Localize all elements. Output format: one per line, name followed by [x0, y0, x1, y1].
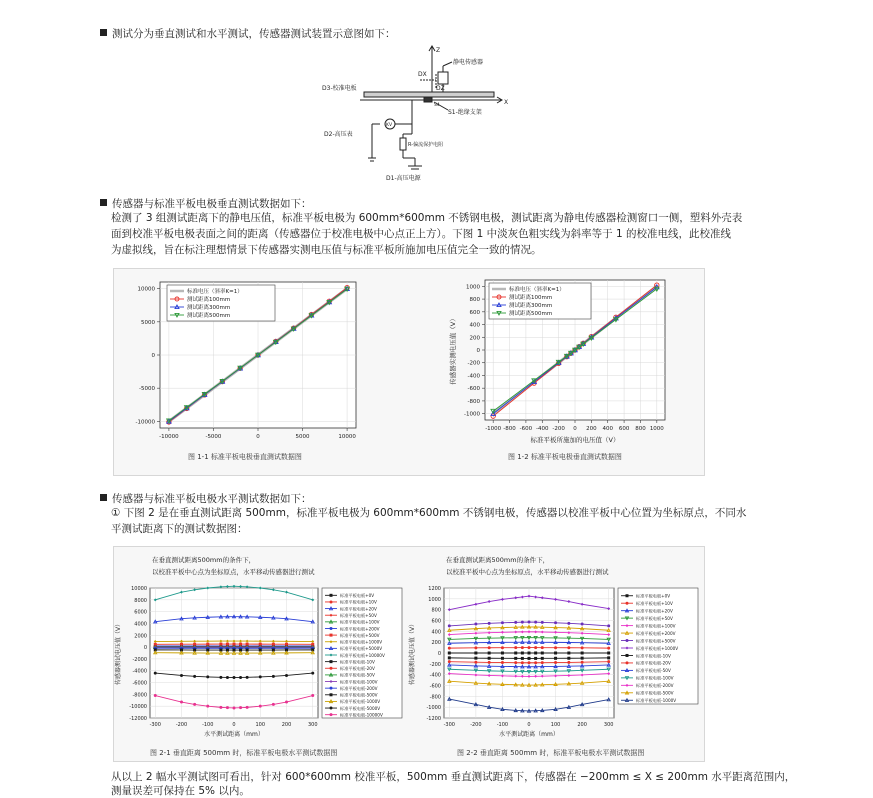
y-tick-label: -1000	[426, 705, 441, 712]
legend-label: 标准平板电板+50V	[340, 613, 377, 619]
data-point	[239, 706, 242, 709]
chart-title: 在垂直测试距离500mm的条件下，	[446, 556, 550, 564]
legend-label: 标准平板电板+100V	[340, 619, 380, 625]
legend-label: 标准平板电板+5000V	[340, 646, 383, 652]
data-point	[259, 705, 262, 708]
y-tick-label: -200	[429, 661, 441, 668]
legend-marker	[330, 667, 333, 670]
y-tick-label: -5000	[139, 386, 155, 393]
legend-label: 标准平板电板-500V	[636, 690, 674, 696]
y-tick-label: 0	[476, 348, 480, 354]
section-heading-2	[100, 196, 312, 211]
data-point	[541, 621, 544, 624]
data-point	[541, 652, 544, 655]
section-heading-1	[100, 26, 396, 41]
y-tick-label: -10000	[135, 419, 155, 426]
data-point	[554, 646, 557, 649]
legend-label: 标准平板电板-1000V	[636, 698, 677, 704]
paragraph-line: 平测试距离下的测试数据图：	[111, 523, 248, 535]
data-point	[311, 672, 314, 675]
y-axis-title: 传感器测试电压值（V）	[409, 620, 416, 686]
data-point	[246, 676, 249, 679]
legend-label: 标准平板电板-200V	[636, 683, 674, 689]
legend	[322, 588, 402, 718]
legend-label: 标准电压（斜率K=1）	[187, 289, 243, 295]
data-point	[534, 652, 537, 655]
chart-title: 在垂直测试距离500mm的条件下，	[152, 556, 256, 564]
x-tick-label: 400	[602, 426, 613, 432]
x-tick-label: -300	[149, 722, 161, 728]
legend-label: 标准平板电板-50V	[340, 672, 375, 678]
legend-label: 测试距离100mm	[509, 295, 553, 301]
legend-marker	[330, 693, 333, 696]
x-tick-label: -200	[175, 722, 188, 728]
data-point	[521, 661, 524, 664]
data-point	[607, 647, 610, 650]
legend-marker	[626, 639, 629, 642]
legend-label: 标准平板电板-20V	[340, 666, 375, 672]
y-tick-label: -800	[467, 398, 480, 405]
chart-fig2-2	[410, 550, 702, 745]
x-tick-label: 100	[255, 722, 266, 728]
legend-label: 标准平板电板+1000V	[636, 645, 679, 651]
x-tick-label: 300	[307, 722, 318, 728]
y-tick-label: 800	[469, 297, 480, 304]
section-heading-text: 传感器与标准平板电极垂直测试数据如下：	[112, 198, 312, 210]
x-tick-label: 200	[586, 426, 597, 432]
s4-label: S4	[434, 103, 440, 108]
y-tick-label: -200	[467, 360, 480, 367]
data-point	[239, 585, 242, 588]
section-heading-3	[100, 491, 312, 506]
data-point	[541, 661, 544, 664]
legend-label: 标准平板电板-50V	[636, 668, 671, 674]
data-point	[259, 675, 262, 678]
legend-label: 标准平板电板-10000V	[340, 712, 383, 718]
y-tick-label: 600	[431, 618, 441, 625]
data-point	[581, 652, 584, 655]
y-tick-label: 400	[469, 322, 480, 329]
y-tick-label: -6000	[132, 680, 147, 687]
y-tick-label: 0	[437, 651, 441, 657]
legend-label: 标准平板电板+10V	[340, 599, 377, 605]
data-point	[501, 657, 504, 660]
z-axis-label: Z	[436, 47, 441, 54]
legend-label: 标准平板电板+500V	[340, 632, 380, 638]
legend-label: 标准平板电板-5000V	[340, 705, 381, 711]
data-point	[272, 703, 275, 706]
data-point	[607, 652, 610, 655]
figure-caption: 图 1-1 标准平板电极垂直测试数据图	[188, 453, 302, 461]
data-point	[474, 652, 477, 655]
test-setup-diagram	[320, 44, 520, 186]
data-point	[193, 675, 196, 678]
data-point	[180, 701, 183, 704]
data-point	[521, 657, 524, 660]
data-point	[193, 703, 196, 706]
x-tick-label: 300	[603, 722, 614, 728]
x-tick-label: 0	[527, 722, 531, 728]
legend-label: 标准平板电板-20V	[636, 660, 671, 666]
legend	[489, 283, 591, 319]
y-tick-label: -10000	[129, 704, 147, 711]
legend-label: 标准平板电板+20V	[340, 606, 377, 612]
legend	[167, 285, 275, 321]
x-tick-label: -1000	[485, 426, 502, 432]
paragraph-line: ① 下图 2 是在垂直测试距离 500mm，标准平板电极为 600mm*600mm 不锈钢电极，传感器以校准平板中心位置为坐标原点，不同水	[111, 507, 747, 519]
x-axis-title: 水平测试距离（mm）	[204, 731, 264, 738]
y-tick-label: -800	[429, 694, 441, 701]
y-axis-title: 传感器实测电压值（V）	[449, 315, 457, 385]
data-point	[206, 705, 209, 708]
data-point	[474, 646, 477, 649]
section-heading-text: 测试分为垂直测试和水平测试，传感器测试装置示意图如下：	[112, 28, 396, 40]
legend-marker	[330, 660, 333, 663]
x-tick-label: -400	[536, 426, 549, 432]
legend-label: 标准平板电板+100V	[636, 623, 676, 629]
data-point	[180, 674, 183, 677]
legend-label: 标准平板电板-10V	[340, 659, 375, 665]
paragraph-line: 测量误差可保持在 5% 以内。	[111, 785, 250, 797]
section-heading-text: 传感器与标准平板电极水平测试数据如下：	[112, 493, 312, 505]
data-point	[514, 621, 517, 624]
x-tick-label: 0	[256, 434, 260, 440]
data-point	[233, 706, 236, 709]
data-point	[528, 621, 531, 624]
data-point	[581, 657, 584, 660]
data-point	[534, 661, 537, 664]
legend-label: 标准平板电板+10V	[636, 601, 673, 606]
x-axis-label: X	[504, 99, 509, 106]
data-point	[501, 661, 504, 664]
legend-marker	[330, 594, 333, 597]
data-point	[501, 621, 504, 624]
section3-paragraph	[111, 505, 747, 537]
legend-marker	[330, 687, 333, 690]
data-point	[448, 652, 451, 655]
x-tick-label: 200	[577, 722, 587, 728]
y-tick-label: 600	[469, 309, 480, 316]
data-point	[581, 623, 584, 626]
paragraph-line: 面到校准平板电极表面之间的距离（传感器位于校准电极中心点正上方）。下图 1 中淡灰色粗实线为斜率等于 1 的校准电线，此校准线	[111, 228, 731, 240]
y-tick-label: 1000	[428, 596, 441, 603]
data-point	[567, 652, 570, 655]
section2-paragraph	[111, 210, 743, 258]
x-tick-label: 100	[550, 722, 561, 728]
legend-marker	[330, 627, 333, 630]
data-point	[488, 622, 491, 625]
y-tick-label: 10000	[131, 586, 147, 592]
y-tick-label: 400	[431, 629, 441, 636]
legend-label: 测试距离100mm	[187, 297, 231, 303]
paragraph-line: 为虚拟线，旨在标注理想情景下传感器实测电压值与标准平板所施加电压值完全一致的情况。	[111, 244, 542, 256]
data-point	[285, 674, 288, 677]
x-tick-label: 0	[573, 426, 577, 432]
data-point	[219, 676, 222, 679]
y-tick-label: 1200	[428, 586, 441, 592]
legend-label: 标准平板电板+200V	[636, 630, 676, 636]
data-point	[488, 646, 491, 649]
legend-label: 标准平板电板+20V	[636, 608, 673, 614]
y-tick-label: -600	[467, 386, 480, 393]
y-tick-label: 800	[431, 607, 441, 614]
legend-label: 标准平板电板-500V	[340, 692, 378, 698]
data-point	[226, 706, 229, 709]
data-point	[488, 657, 491, 660]
x-tick-label: 1000	[649, 426, 664, 432]
y-tick-label: -12000	[129, 716, 147, 722]
x-tick-label: -5000	[205, 434, 222, 440]
x-tick-label: -800	[503, 426, 516, 432]
legend-label: 标准平板电板-100V	[636, 675, 674, 681]
data-point	[534, 646, 537, 649]
data-point	[554, 652, 557, 655]
legend-marker	[330, 707, 333, 710]
conclusion-paragraph	[111, 770, 796, 798]
data-point	[514, 646, 517, 649]
y-tick-label: 0	[151, 353, 155, 359]
data-point	[514, 657, 517, 660]
legend-label: 测试距离300mm	[509, 303, 553, 309]
data-point	[534, 657, 537, 660]
data-point	[607, 624, 610, 627]
x-tick-label: 0	[232, 722, 236, 728]
legend-marker	[626, 594, 629, 597]
y-tick-label: 0	[143, 645, 147, 652]
data-point	[514, 661, 517, 664]
x-tick-label: 5000	[295, 434, 310, 440]
data-point	[534, 621, 537, 624]
bullet-square-icon	[100, 29, 107, 36]
y-tick-label: -1000	[464, 411, 480, 418]
data-point	[554, 621, 557, 624]
data-point	[528, 657, 531, 660]
legend-label: 标准平板电板+500V	[636, 638, 676, 644]
dx-label: DX	[418, 71, 427, 78]
legend-marker	[626, 661, 629, 664]
data-point	[154, 672, 157, 675]
legend-label: 标准平板电板+200V	[340, 626, 380, 632]
data-point	[501, 646, 504, 649]
support-label: S1-绝缘支架	[448, 109, 482, 116]
x-tick-label: 800	[635, 426, 646, 432]
data-point	[233, 585, 236, 588]
y-tick-label: -400	[429, 672, 441, 679]
data-point	[521, 652, 524, 655]
y-tick-label: -1200	[426, 716, 441, 722]
data-point	[501, 652, 504, 655]
data-point	[233, 676, 236, 679]
data-point	[567, 622, 570, 625]
data-point	[474, 661, 477, 664]
data-point	[514, 652, 517, 655]
data-point	[528, 661, 531, 664]
y-tick-label: 8000	[134, 597, 147, 604]
legend-marker	[626, 602, 629, 605]
data-point	[607, 656, 610, 659]
data-point	[554, 661, 557, 664]
legend-marker	[626, 654, 629, 657]
legend	[618, 588, 698, 704]
figure-caption: 图 1-2 标准平板电极垂直测试数据图	[508, 453, 622, 461]
chart-subtitle: 以校准平板中心点为坐标原点，水平移动传感器进行测试	[446, 568, 609, 576]
data-point	[206, 675, 209, 678]
y-tick-label: 200	[469, 335, 480, 342]
supply-label: D1-高压电源	[386, 175, 421, 182]
data-point	[272, 675, 275, 678]
y-tick-label: -600	[429, 683, 441, 690]
y-tick-label: 2000	[134, 633, 147, 640]
y-tick-label: 200	[431, 640, 441, 647]
chart-subtitle: 以校准平板中心点为坐标原点，水平移动传感器进行测试	[152, 568, 315, 576]
x-tick-label: -300	[443, 722, 455, 728]
data-point	[528, 646, 531, 649]
chart-fig1-1	[124, 272, 364, 447]
legend-marker	[330, 634, 333, 637]
x-tick-label: 600	[618, 426, 630, 432]
data-point	[448, 624, 451, 627]
data-point	[541, 646, 544, 649]
bullet-square-icon	[100, 199, 107, 206]
data-point	[541, 657, 544, 660]
y-tick-label: 5000	[141, 319, 155, 326]
data-point	[528, 652, 531, 655]
legend-label: 标准平板电板-1000V	[340, 699, 381, 705]
data-point	[567, 657, 570, 660]
paragraph-line: 检测了 3 组测试距离下的静电压值，标准平板电极为 600mm*600mm 不锈钢电极，测试距离为静电传感器检测窗口一侧，塑料外壳表	[111, 212, 743, 224]
data-point	[226, 676, 229, 679]
data-point	[521, 646, 524, 649]
data-point	[474, 623, 477, 626]
x-tick-label: -600	[519, 426, 533, 432]
data-point	[219, 706, 222, 709]
data-point	[311, 694, 314, 697]
x-tick-label: -100	[496, 722, 509, 728]
y-tick-label: 6000	[134, 609, 147, 616]
sensor-label: 静电传感器	[453, 59, 484, 66]
legend-marker	[330, 600, 333, 603]
legend-label: 测试距离500mm	[509, 311, 553, 317]
bullet-square-icon	[100, 494, 107, 501]
figure-caption: 图 2-1 垂直距离 500mm 时，标准平板电极水平测试数据图	[150, 749, 338, 757]
x-tick-label: 200	[281, 722, 292, 728]
legend-label: 标准平板电板-10V	[636, 653, 671, 659]
dz-label: DZ	[436, 85, 445, 92]
meter-label: D2-高压表	[324, 131, 353, 138]
legend-label: 测试距离500mm	[187, 313, 231, 319]
data-point	[285, 701, 288, 704]
data-point	[567, 661, 570, 664]
legend-marker	[330, 713, 333, 716]
meter-symbol: KV	[386, 123, 393, 128]
y-axis-title: 传感器测试电压值（V）	[115, 620, 122, 686]
y-tick-label: 10000	[137, 286, 155, 293]
x-tick-label: 10000	[338, 434, 356, 440]
figure-caption: 图 2-2 垂直距离 500mm 时，标准平板电极水平测试数据图	[457, 749, 645, 757]
y-tick-label: -4000	[132, 668, 147, 675]
legend-label: 标准平板电板-200V	[340, 685, 378, 691]
x-axis-title: 标准平板所施加的电压值（V）	[530, 436, 620, 444]
data-point	[239, 676, 242, 679]
data-point	[154, 694, 157, 697]
x-tick-label: -10000	[159, 434, 179, 440]
chart-fig2-1	[116, 550, 406, 745]
y-tick-label: -8000	[132, 692, 147, 699]
data-point	[554, 657, 557, 660]
data-point	[521, 621, 524, 624]
paragraph-line: 从以上 2 幅水平测试图可看出，针对 600*600mm 校准平板，500mm 垂直测试距离下，传感器在 −200mm ≤ X ≤ 200mm 水平距离范围内，	[111, 771, 796, 783]
data-point	[448, 656, 451, 659]
data-point	[581, 661, 584, 664]
data-point	[488, 652, 491, 655]
legend-label: 标准平板电板+0V	[340, 593, 375, 599]
data-point	[474, 657, 477, 660]
legend-label: 标准平板电板+0V	[636, 593, 671, 599]
legend-label: 标准平板电板-100V	[340, 679, 378, 685]
legend-label: 标准平板电板+10000V	[340, 652, 385, 658]
data-point	[226, 585, 229, 588]
plate-label: D3-校准电板	[322, 85, 357, 92]
data-point	[581, 646, 584, 649]
x-tick-label: -100	[202, 722, 214, 728]
y-tick-label: -2000	[132, 656, 147, 663]
legend-label: 测试距离300mm	[187, 305, 231, 311]
data-point	[246, 706, 249, 709]
data-point	[488, 661, 491, 664]
chart-fig1-2	[440, 272, 680, 447]
legend-label: 标准电压（斜率K=1）	[509, 287, 565, 293]
y-tick-label: 1000	[466, 284, 480, 291]
legend-label: 标准平板电板+50V	[636, 615, 673, 621]
data-point	[567, 646, 570, 649]
legend-label: 标准平板电板+1000V	[340, 639, 383, 645]
y-tick-label: 4000	[134, 621, 147, 628]
x-axis-title: 水平测试距离（mm）	[499, 731, 559, 738]
x-tick-label: -200	[470, 722, 482, 728]
y-tick-label: -400	[467, 373, 480, 380]
resistor-label: R-偏流保护电阻	[408, 142, 444, 148]
data-point	[448, 647, 451, 650]
x-tick-label: -200	[552, 426, 565, 432]
